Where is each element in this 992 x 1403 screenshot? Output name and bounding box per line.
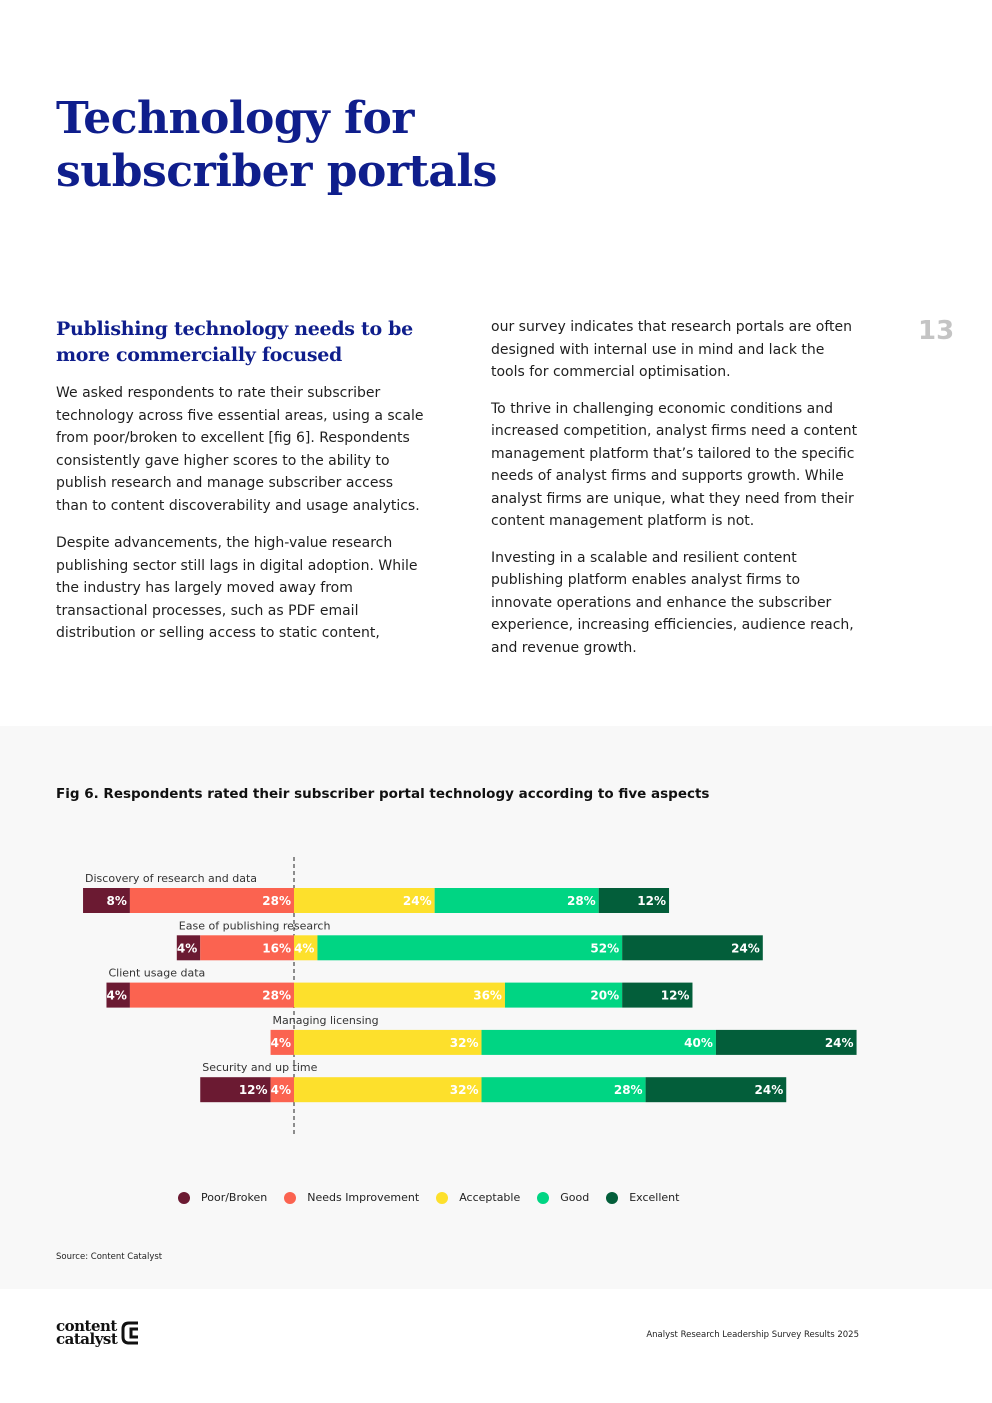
legend-swatch: [436, 1192, 448, 1204]
bar-value-label: 24%: [754, 1083, 784, 1098]
body-paragraph: our survey indicates that research portals are often designed with internal use in mind and lack the tools for commercial optimisation.: [491, 319, 852, 380]
bar-value-label: 32%: [449, 1083, 479, 1098]
stacked-bar-chart: [0, 726, 992, 1166]
bar-value-label: 52%: [590, 941, 620, 956]
bar-value-label: 8%: [106, 894, 127, 908]
bar-value-label: 4%: [270, 1083, 291, 1098]
category-label: Security and up time: [202, 1061, 318, 1075]
figure-source: Source: Content Catalyst: [56, 1252, 163, 1262]
bar-value-label: 28%: [262, 894, 291, 908]
logo-line-1: content: [56, 1317, 117, 1335]
section-heading: Publishing technology needs to be more commercially focused: [56, 318, 413, 366]
legend-item: [606, 1191, 679, 1204]
legend-swatch: [178, 1192, 190, 1204]
bar-value-label: 28%: [613, 1083, 643, 1098]
legend-item: [436, 1191, 520, 1204]
body-paragraph: To thrive in challenging economic conditions and increased competition, analyst firms need a content management platform that’s tailored to the specific needs of analyst firms and supports growth. While analyst firms are unique, what they need from their content management platform is not.: [491, 400, 858, 529]
legend-label: Excellent: [629, 1191, 680, 1204]
figure-caption: Fig 6. Respondents rated their subscriber portal technology according to five aspects: [56, 786, 710, 802]
bar-value-label: 24%: [731, 941, 760, 956]
legend-item: [537, 1191, 589, 1204]
logo-line-2: catalyst: [56, 1330, 118, 1348]
category-label: Managing licensing: [272, 1013, 379, 1027]
bar-value-label: 12%: [660, 988, 690, 1003]
bar-value-label: 28%: [566, 894, 596, 908]
bar-value-label: 32%: [449, 1035, 479, 1050]
body-paragraph: We asked respondents to rate their subscriber technology across five essential areas, using a scale from poor/broken to excellent [fig 6]. Respondents consistently gave higher scores to the ability to publish research and manage subscriber access than to content discoverability and usage analytics.: [56, 385, 424, 514]
bar-value-label: 40%: [684, 1035, 713, 1050]
footer-report-title: Analyst Research Leadership Survey Results 2025: [646, 1330, 859, 1340]
bar-value-label: 12%: [238, 1083, 268, 1098]
legend-item: [178, 1191, 267, 1204]
bar-value-label: 4%: [294, 941, 315, 956]
category-label: Discovery of research and data: [85, 872, 258, 885]
bar-segment: [317, 935, 622, 960]
figure-panel: [0, 726, 992, 1289]
page-number: 13: [918, 316, 955, 346]
bar-segment: [482, 1030, 716, 1055]
legend-item: [284, 1191, 419, 1204]
article-right-column: [491, 316, 861, 673]
chart-legend: [178, 1191, 696, 1204]
bar-value-label: 12%: [637, 894, 667, 908]
bar-value-label: 4%: [176, 941, 198, 956]
body-paragraph: Investing in a scalable and resilient content publishing platform enables analyst firms to innovate operations and enhance the subscriber experience, increasing efficiencies, audience reach, and revenue growth.: [491, 549, 854, 656]
page-title-line-1: Technology for: [56, 93, 414, 144]
bar-value-label: 28%: [262, 988, 291, 1003]
legend-label: Needs Improvement: [307, 1191, 420, 1204]
bar-value-label: 36%: [473, 988, 502, 1003]
logo-c-icon: [120, 1320, 142, 1346]
legend-label: Poor/Broken: [201, 1191, 268, 1204]
legend-label: Good: [560, 1191, 590, 1204]
body-paragraph: Despite advancements, the high-value research publishing sector still lags in digital adoption. While the industry has largely moved away from transactional processes, such as PDF email distribution or selling access to static content,: [56, 535, 418, 641]
brand-logo: [56, 1317, 142, 1348]
legend-swatch: [606, 1192, 618, 1204]
bar-value-label: 4%: [106, 988, 127, 1003]
legend-swatch: [284, 1192, 296, 1204]
bar-value-label: 24%: [402, 894, 432, 908]
page-title-line-2: subscriber portals: [56, 146, 497, 197]
page-title: [56, 92, 497, 198]
logo-wordmark: [56, 1317, 118, 1348]
bar-value-label: 24%: [824, 1035, 854, 1050]
category-label: Client usage data: [108, 966, 206, 980]
bar-value-label: 4%: [270, 1035, 291, 1050]
legend-label: Acceptable: [459, 1191, 521, 1204]
bar-value-label: 20%: [590, 988, 620, 1003]
bar-value-label: 16%: [262, 941, 291, 956]
category-label: Ease of publishing research: [178, 919, 331, 933]
legend-swatch: [537, 1192, 549, 1204]
article-left-column: [56, 316, 426, 660]
